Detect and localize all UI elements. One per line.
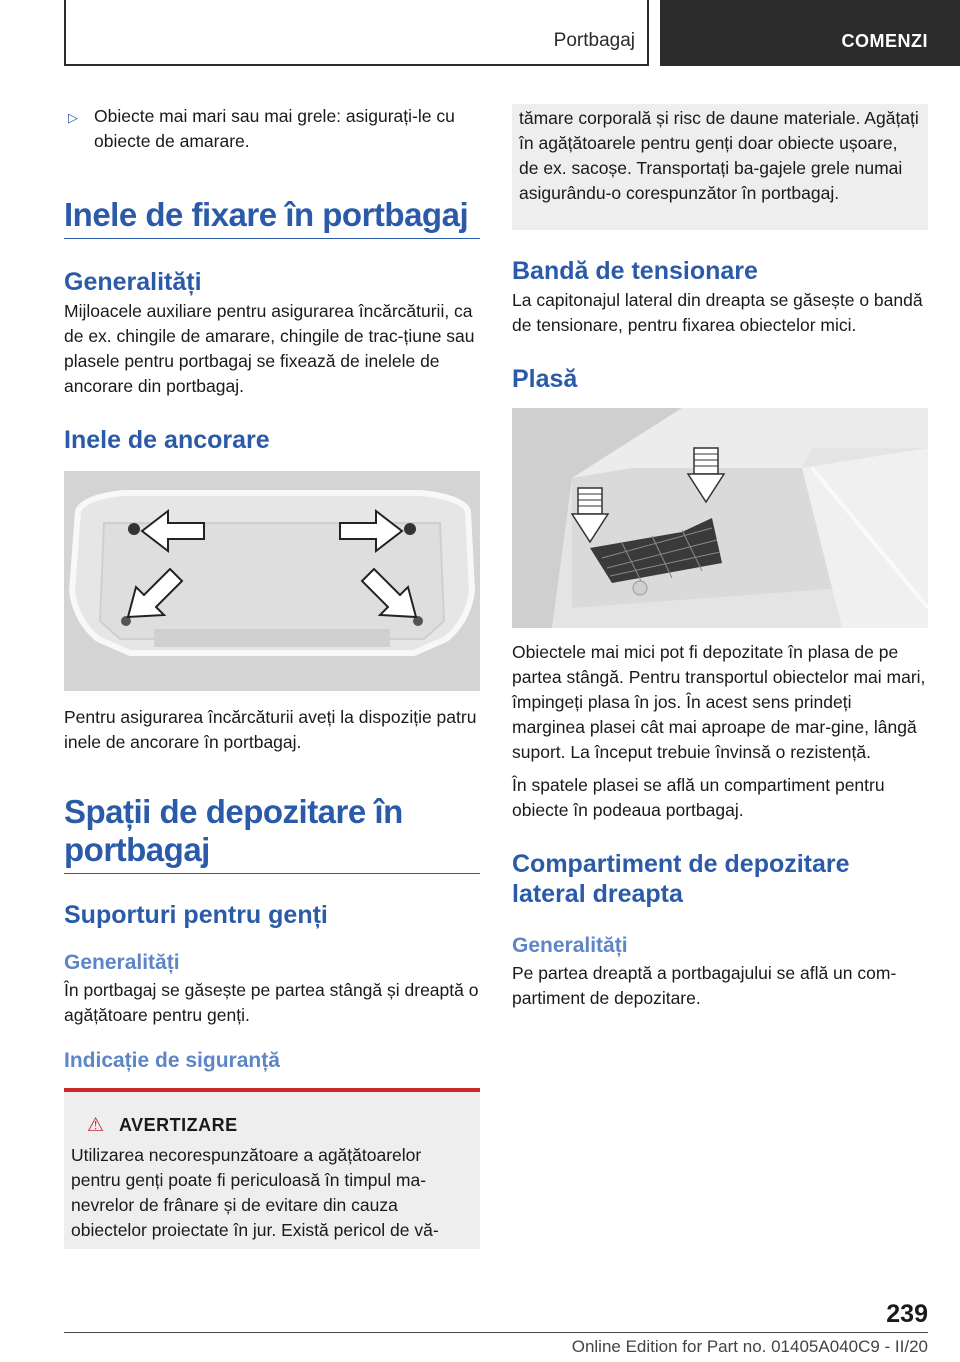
bullet-text: Obiecte mai mari sau mai grele: asigurați-le cu obiecte de amarare. <box>94 106 455 151</box>
heading-general: Generalități <box>64 268 202 296</box>
triangle-bullet-icon: ▷ <box>68 110 78 125</box>
trunk-anchors-svg <box>64 471 480 691</box>
paragraph-net-1: Obiectele mai mici pot fi depozitate în plasa de pe partea stângă. Pentru transportul obiectelor mai mari, împingeți plasa în jos. În acest sens prindeți marginea plasei cât mai aproape de mar‐gine, lângă suport. La început trebuie învinsă o rezistență. <box>512 642 926 762</box>
warning-title: AVERTIZARE <box>119 1115 238 1135</box>
header-chapter-label: COMENZI <box>841 31 928 51</box>
header-section-tab <box>64 0 649 66</box>
warning-text: Utilizarea necorespunzătoare a agățătoarelor pentru genți poate fi periculoasă în timpul ma‐nevrelor de frânare și de evitare din cauza obiectelor proiectate în jur. Există pericol de vă‐ <box>71 1145 439 1240</box>
warning-text-continued: tămare corporală și risc de daune materiale. Agățați în agățătoarele pentru genți doar obiecte ușoare, de ex. sacoșe. Transportați ba‐gajele grele numai asigurându-o corespunzător în portbagaj. <box>519 108 919 203</box>
heading-storage: Spații de depozitare în portbagaj <box>64 793 480 874</box>
heading-safety: Indicație de siguranță <box>64 1049 280 1072</box>
anchor-rings-illustration <box>64 471 480 691</box>
paragraph-net-2: În spatele plasei se află un compartiment pentru obiecte în podeaua portbagaj. <box>512 775 885 820</box>
header-section-label: Portbagaj <box>553 30 635 51</box>
right-column <box>512 104 928 1011</box>
heading-anchor-rings: Inele de ancorare <box>64 426 270 454</box>
paragraph-strap: La capitonajul lateral din dreapta se găsește o bandă de tensionare, pentru fixarea obiectelor mici. <box>512 290 923 335</box>
heading-strap: Bandă de tensionare <box>512 257 758 285</box>
footer-edition: Online Edition for Part no. 01405A040C9 - II/20 <box>571 1337 928 1356</box>
warning-box <box>64 1088 480 1249</box>
heading-bag-general: Generalități <box>64 951 180 974</box>
left-column <box>64 100 480 1249</box>
warning-header <box>71 1114 473 1137</box>
warning-box-continued <box>512 104 928 230</box>
heading-compartment: Compartiment de depozitare lateral dreapta <box>512 850 850 908</box>
paragraph-anchor: Pentru asigurarea încărcăturii aveți la dispoziție patru inele de ancorare în portbagaj. <box>64 707 477 752</box>
paragraph-compartment: Pe partea dreaptă a portbagajului se află un com‐partiment de depozitare. <box>512 963 897 1008</box>
header-chapter-tab <box>660 0 960 66</box>
bullet-item <box>64 104 480 154</box>
paragraph-bag: În portbagaj se găsește pe partea stângă și dreaptă o agățătoare pentru genți. <box>64 980 479 1025</box>
warning-triangle-icon: ⚠ <box>87 1115 105 1136</box>
footer-divider <box>64 1332 928 1333</box>
heading-net: Plasă <box>512 365 578 393</box>
net-illustration <box>512 408 928 628</box>
page-number: 239 <box>886 1300 928 1328</box>
heading-bag-hooks: Suporturi pentru genți <box>64 901 328 929</box>
paragraph-general: Mijloacele auxiliare pentru asigurarea încărcăturii, ca de ex. chingile de amarare, chingile de trac‐țiune sau plasele pentru portbagaj se fixează de inelele de ancorare din portbagaj. <box>64 301 475 396</box>
trunk-net-svg <box>512 408 928 628</box>
page-header <box>0 0 960 66</box>
heading-compartment-general: Generalități <box>512 934 628 957</box>
heading-rings: Inele de fixare în portbagaj <box>64 196 480 239</box>
